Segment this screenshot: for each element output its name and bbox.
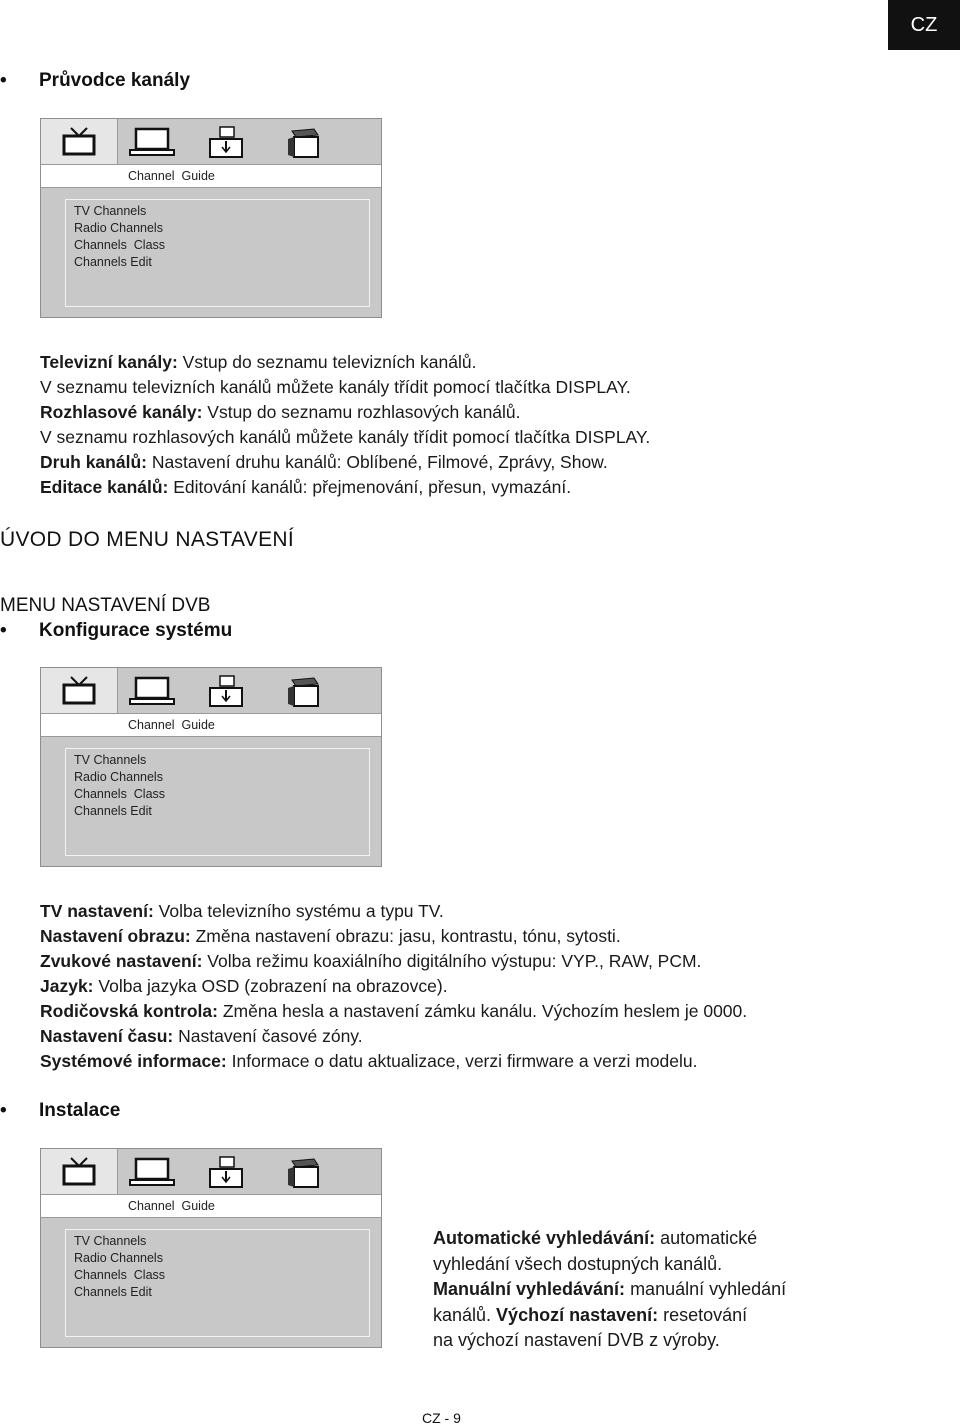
language-badge: CZ: [888, 0, 960, 50]
menu-item-channels-class[interactable]: Channels Class: [74, 787, 166, 801]
desc-line: Manuální vyhledávání: manuální vyhledání: [433, 1279, 787, 1299]
menu-title: Channel Guide: [128, 169, 215, 183]
section-title: Instalace: [39, 1100, 121, 1121]
desc-line: Rozhlasové kanály: Vstup do seznamu rozhlasových kanálů.: [40, 402, 521, 422]
boxes-icon[interactable]: [279, 668, 329, 713]
desc-line: Druh kanálů: Nastavení druhu kanálů: Oblíbené, Filmové, Zprávy, Show.: [40, 452, 608, 472]
menu-item-channels-class[interactable]: Channels Class: [74, 1268, 166, 1282]
section-title: Konfigurace systému: [39, 620, 233, 641]
desc-line: Zvukové nastavení: Volba režimu koaxiálního digitálního výstupu: VYP., RAW, PCM.: [40, 951, 702, 971]
desc-line: V seznamu televizních kanálů můžete kanály třídit pomocí tlačítka DISPLAY.: [40, 377, 631, 397]
menu-icon-bar: [41, 119, 381, 164]
menu-item-tv-channels[interactable]: TV Channels: [74, 1234, 147, 1248]
menu-item-channels-edit[interactable]: Channels Edit: [74, 1285, 152, 1299]
menu-screenshot-1: [40, 118, 382, 318]
device-icon[interactable]: [201, 119, 251, 164]
device-icon[interactable]: [201, 1149, 251, 1194]
desc-line: V seznamu rozhlasových kanálů můžete kanály třídit pomocí tlačítka DISPLAY.: [40, 427, 651, 447]
description-channel-guide: [40, 350, 650, 500]
menu-title: Channel Guide: [128, 718, 215, 732]
menu-title-bar: [41, 164, 381, 188]
desc-line: Jazyk: Volba jazyka OSD (zobrazení na obrazovce).: [40, 976, 448, 996]
menu-icon-bar: [41, 1149, 381, 1194]
tv-icon[interactable]: [41, 1149, 118, 1195]
tv-icon[interactable]: [41, 668, 118, 714]
menu-title: Channel Guide: [128, 1199, 215, 1213]
boxes-icon[interactable]: [279, 119, 329, 164]
monitor-icon[interactable]: [121, 119, 183, 164]
bullet-icon: •: [0, 620, 7, 641]
desc-line: Automatické vyhledávání: automatické: [433, 1228, 758, 1248]
desc-line: Rodičovská kontrola: Změna hesla a nastavení zámku kanálu. Výchozím heslem je 0000.: [40, 1001, 748, 1021]
bullet-icon: •: [0, 70, 7, 91]
boxes-icon[interactable]: [279, 1149, 329, 1194]
menu-item-channels-edit[interactable]: Channels Edit: [74, 255, 152, 269]
bullet-icon: •: [0, 1100, 7, 1121]
menu-list: [74, 1233, 165, 1301]
main-heading: ÚVOD DO MENU NASTAVENÍ: [0, 528, 295, 551]
desc-line: Televizní kanály: Vstup do seznamu televizních kanálů.: [40, 352, 477, 372]
desc-line: kanálů. Výchozí nastavení: resetování: [433, 1304, 748, 1325]
desc-line: vyhledání všech dostupných kanálů.: [433, 1253, 723, 1274]
monitor-icon[interactable]: [121, 1149, 183, 1194]
menu-item-tv-channels[interactable]: TV Channels: [74, 204, 147, 218]
description-installation: [433, 1226, 786, 1354]
page-number: CZ - 9: [422, 1410, 461, 1426]
monitor-icon[interactable]: [121, 668, 183, 713]
menu-item-radio-channels[interactable]: Radio Channels: [74, 770, 163, 784]
sub-heading: MENU NASTAVENÍ DVB: [0, 595, 211, 616]
menu-list: [74, 752, 165, 820]
tv-icon[interactable]: [41, 119, 118, 165]
menu-item-channels-edit[interactable]: Channels Edit: [74, 804, 152, 818]
section-title: Průvodce kanály: [39, 70, 191, 91]
menu-title-bar: [41, 1194, 381, 1218]
menu-item-radio-channels[interactable]: Radio Channels: [74, 1251, 163, 1265]
menu-list: [74, 203, 165, 271]
desc-line: na výchozí nastavení DVB z výroby.: [433, 1330, 720, 1350]
desc-line: TV nastavení: Volba televizního systému a typu TV.: [40, 901, 444, 921]
desc-line: Editace kanálů: Editování kanálů: přejmenování, přesun, vymazání.: [40, 477, 572, 497]
menu-icon-bar: [41, 668, 381, 713]
desc-line: Nastavení obrazu: Změna nastavení obrazu: jasu, kontrastu, tónu, sytosti.: [40, 926, 621, 946]
description-system-config: [40, 899, 747, 1074]
desc-line: Systémové informace: Informace o datu aktualizace, verzi firmware a verzi modelu.: [40, 1051, 698, 1071]
menu-item-channels-class[interactable]: Channels Class: [74, 238, 166, 252]
menu-item-radio-channels[interactable]: Radio Channels: [74, 221, 163, 235]
menu-item-tv-channels[interactable]: TV Channels: [74, 753, 147, 767]
desc-line: Nastavení času: Nastavení časové zóny.: [40, 1026, 363, 1046]
menu-screenshot-2: [40, 667, 382, 867]
menu-screenshot-3: [40, 1148, 382, 1348]
menu-title-bar: [41, 713, 381, 737]
device-icon[interactable]: [201, 668, 251, 713]
